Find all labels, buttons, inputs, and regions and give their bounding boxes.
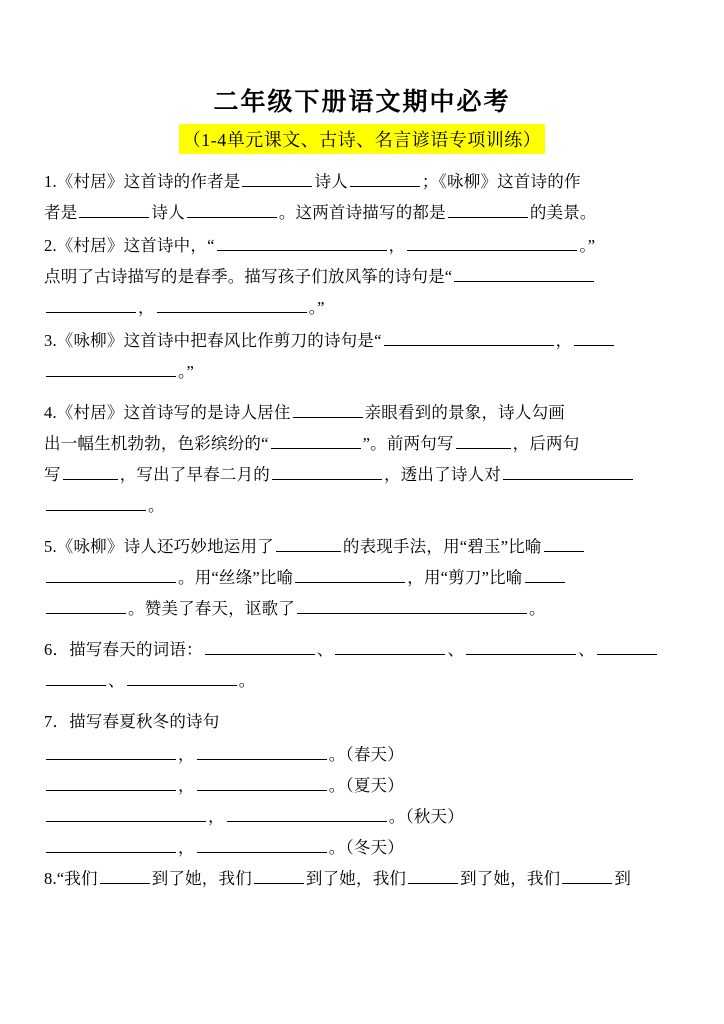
- blank-line: [79, 200, 149, 218]
- blank-line: [197, 835, 327, 853]
- q6-seg-3: 、: [578, 640, 595, 659]
- blank-line: [205, 637, 315, 655]
- blank-line: [574, 328, 614, 346]
- blank-line: [46, 804, 206, 822]
- q4-seg-7: ，透出了诗人对: [384, 465, 501, 484]
- q4-seg-5: 写: [44, 465, 61, 484]
- question-6: [44, 634, 680, 696]
- question-7-line-autumn: ， 。（秋天）: [44, 801, 680, 832]
- blank-line: [46, 742, 176, 760]
- q6-seg-2: 、: [447, 640, 465, 659]
- blank-line: [254, 866, 304, 884]
- q2-seg-2: 。”: [579, 236, 596, 255]
- q5-seg-5: 。: [529, 599, 546, 618]
- q6-seg-5: 。: [238, 671, 256, 690]
- q8-seg-0: 8.“我们: [44, 869, 98, 888]
- q6-seg-0: 6．描写春天的词语：: [44, 640, 203, 659]
- blank-line: [597, 637, 657, 655]
- season-tag-winter: （冬天）: [345, 838, 404, 857]
- q1-seg-0: 1.《村居》这首诗的作者是: [44, 172, 241, 191]
- q8-seg-4: 到: [614, 869, 632, 888]
- q1-seg-4: 诗人: [151, 203, 185, 222]
- blank-line: [227, 804, 387, 822]
- blank-line: [46, 295, 136, 313]
- season-tag-spring: （春天）: [345, 745, 404, 764]
- q2-seg-1: ，: [388, 236, 406, 255]
- blank-line: [187, 200, 277, 218]
- blank-line: [454, 264, 594, 282]
- question-5: [44, 531, 680, 624]
- q5-seg-4: 。赞美了春天，讴歌了: [128, 599, 295, 618]
- blank-line: [197, 742, 327, 760]
- question-8: [44, 863, 680, 894]
- blank-line: [157, 295, 307, 313]
- blank-line: [293, 400, 363, 418]
- question-7-title: 7．描写春夏秋冬的诗句: [44, 712, 220, 731]
- blank-line: [503, 462, 633, 480]
- q2-seg-3: 点明了古诗描写的是春季。描写孩子们放风筝的诗句是“: [44, 267, 453, 286]
- q8-seg-1: 到了她，我们: [151, 869, 252, 888]
- season-tag-autumn: （秋天）: [405, 807, 464, 826]
- q2-seg-5: 。”: [308, 298, 325, 317]
- blank-line: [46, 493, 146, 511]
- q4-seg-2: 出一幅生机勃勃，色彩缤纷的“: [44, 434, 269, 453]
- blank-line: [217, 233, 387, 251]
- q3-seg-1: ，: [555, 331, 573, 350]
- blank-line: [562, 866, 612, 884]
- blank-line: [335, 637, 445, 655]
- q8-seg-2: 到了她，我们: [305, 869, 407, 888]
- blank-line: [46, 596, 126, 614]
- page-title: 二年级下册语文期中必考: [213, 89, 511, 116]
- blank-line: [46, 668, 106, 686]
- blank-line: [100, 866, 150, 884]
- q4-seg-6: ，写出了早春二月的: [119, 465, 271, 484]
- q6-seg-1: 、: [316, 640, 334, 659]
- q5-seg-0: 5.《咏柳》诗人还巧妙地运用了: [44, 537, 274, 556]
- blank-line: [271, 431, 361, 449]
- season-tag-summer: （夏天）: [345, 776, 404, 795]
- q1-seg-1: 诗人: [314, 172, 348, 191]
- question-7-line-winter: ， 。（冬天）: [44, 832, 680, 863]
- question-2: [44, 230, 680, 323]
- q1-seg-2: ；《咏柳》这首诗的作: [421, 172, 581, 191]
- blank-line: [466, 637, 576, 655]
- q2-seg-4: ，: [138, 298, 155, 317]
- q5-seg-3: ，用“剪刀”比喻: [407, 568, 523, 587]
- q2-seg-0: 2.《村居》这首诗中，“: [44, 236, 215, 255]
- blank-line: [295, 565, 405, 583]
- q4-seg-1: 亲眼看到的景象，诗人勾画: [364, 403, 565, 422]
- blank-line: [525, 565, 565, 583]
- question-3: [44, 325, 680, 387]
- q4-seg-0: 4.《村居》这首诗写的是诗人居住: [44, 403, 291, 422]
- q3-seg-0: 3.《咏柳》这首诗中把春风比作剪刀的诗句是“: [44, 331, 382, 350]
- blank-line: [272, 462, 382, 480]
- blank-line: [408, 866, 458, 884]
- blank-line: [63, 462, 118, 480]
- q5-seg-2: 。用“丝绦”比喻: [178, 568, 294, 587]
- blank-line: [46, 835, 176, 853]
- subtitle-container: [44, 124, 680, 154]
- blank-line: [448, 200, 528, 218]
- blank-line: [127, 668, 237, 686]
- q1-seg-5: 。这两首诗描写的都是: [278, 203, 446, 222]
- q4-seg-8: 。: [148, 496, 165, 515]
- q6-seg-4: 、: [108, 671, 125, 690]
- blank-line: [384, 328, 554, 346]
- blank-line: [407, 233, 577, 251]
- q4-seg-4: ，后两句: [512, 434, 580, 453]
- q4-seg-3: ”。前两句写: [362, 434, 454, 453]
- highlighted-subtitle: （1-4单元课文、古诗、名言谚语专项训练）: [179, 124, 546, 154]
- blank-line: [46, 565, 176, 583]
- q1-seg-3: 者是: [44, 203, 78, 222]
- blank-line: [197, 773, 327, 791]
- question-7-line-spring: ， 。（春天）: [44, 739, 680, 770]
- q3-seg-2: 。”: [178, 362, 194, 381]
- blank-line: [350, 169, 420, 187]
- blank-line: [456, 431, 511, 449]
- blank-line: [297, 596, 527, 614]
- question-1: [44, 166, 680, 228]
- blank-line: [46, 773, 176, 791]
- question-7-line-summer: ， 。（夏天）: [44, 770, 680, 801]
- blank-line: [276, 534, 341, 552]
- q8-seg-3: 到了她，我们: [460, 869, 561, 888]
- blank-line: [46, 359, 176, 377]
- blank-line: [242, 169, 312, 187]
- blank-line: [544, 534, 584, 552]
- q1-seg-6: 的美景。: [529, 203, 597, 222]
- question-4: [44, 397, 680, 521]
- q5-seg-1: 的表现手法，用“碧玉”比喻: [342, 537, 542, 556]
